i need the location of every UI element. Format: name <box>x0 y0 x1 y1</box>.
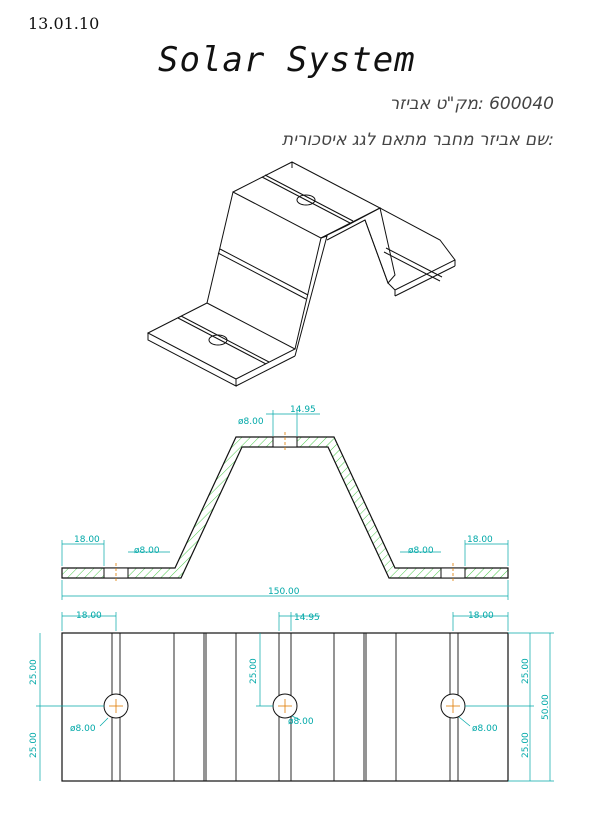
drawing-title: Solar System <box>158 40 416 80</box>
iso-top-groove-b <box>265 175 353 221</box>
dim-plan-center-upper: 25.00 <box>249 658 259 684</box>
part-name: מחבר מתאם לגג איסכורית <box>281 130 474 150</box>
iso-left-wall <box>207 192 321 349</box>
iso-right-flange-bottom <box>395 266 455 296</box>
plan-view <box>29 611 554 781</box>
dim-plan-center-slot: 14.95 <box>294 613 320 623</box>
section-profile <box>62 437 508 578</box>
dim-plan-left-lower: 25.00 <box>29 732 39 758</box>
dim-plan-hole-right: ø8.00 <box>472 724 498 734</box>
part-number-label: מק"ט אביזר: <box>389 94 484 114</box>
dim-section-overall: 150.00 <box>268 587 300 597</box>
iso-left-hole <box>209 335 227 345</box>
dim-plan-right-lower: 25.00 <box>521 732 531 758</box>
dim-plan-hole-left: ø8.00 <box>70 724 96 734</box>
iso-left-wall-groove-a <box>218 253 306 299</box>
dim-section-left-edge: 18.00 <box>74 535 100 545</box>
dim-section-hole-top: ø8.00 <box>238 417 264 427</box>
dim-plan-left-upper: 25.00 <box>29 659 39 685</box>
iso-left-groove-a <box>178 318 266 364</box>
dim-section-right-hole: ø8.00 <box>408 546 434 556</box>
drawing-date: 13.01.10 <box>28 14 100 33</box>
dim-plan-left-edge: 18.00 <box>76 611 102 621</box>
iso-left-wall-groove-b <box>220 249 308 295</box>
isometric-view <box>148 162 455 386</box>
dim-section-right-edge: 18.00 <box>467 535 493 545</box>
iso-right-flange <box>380 208 455 290</box>
iso-left-groove-b <box>181 316 269 362</box>
section-view <box>62 405 508 600</box>
dim-plan-hole-center: ø8.00 <box>288 717 314 727</box>
iso-top-groove-a <box>262 177 350 223</box>
dim-section-left-hole: ø8.00 <box>134 546 160 556</box>
part-name-label: שם אביזר: <box>479 130 554 150</box>
part-number: 600040 <box>489 94 554 114</box>
iso-right-groove-a <box>384 252 440 281</box>
dim-plan-total-height: 50.00 <box>541 694 551 720</box>
dim-plan-right-edge: 18.00 <box>468 611 494 621</box>
dim-plan-right-upper: 25.00 <box>521 658 531 684</box>
dim-section-slot-top: 14.95 <box>290 405 316 415</box>
